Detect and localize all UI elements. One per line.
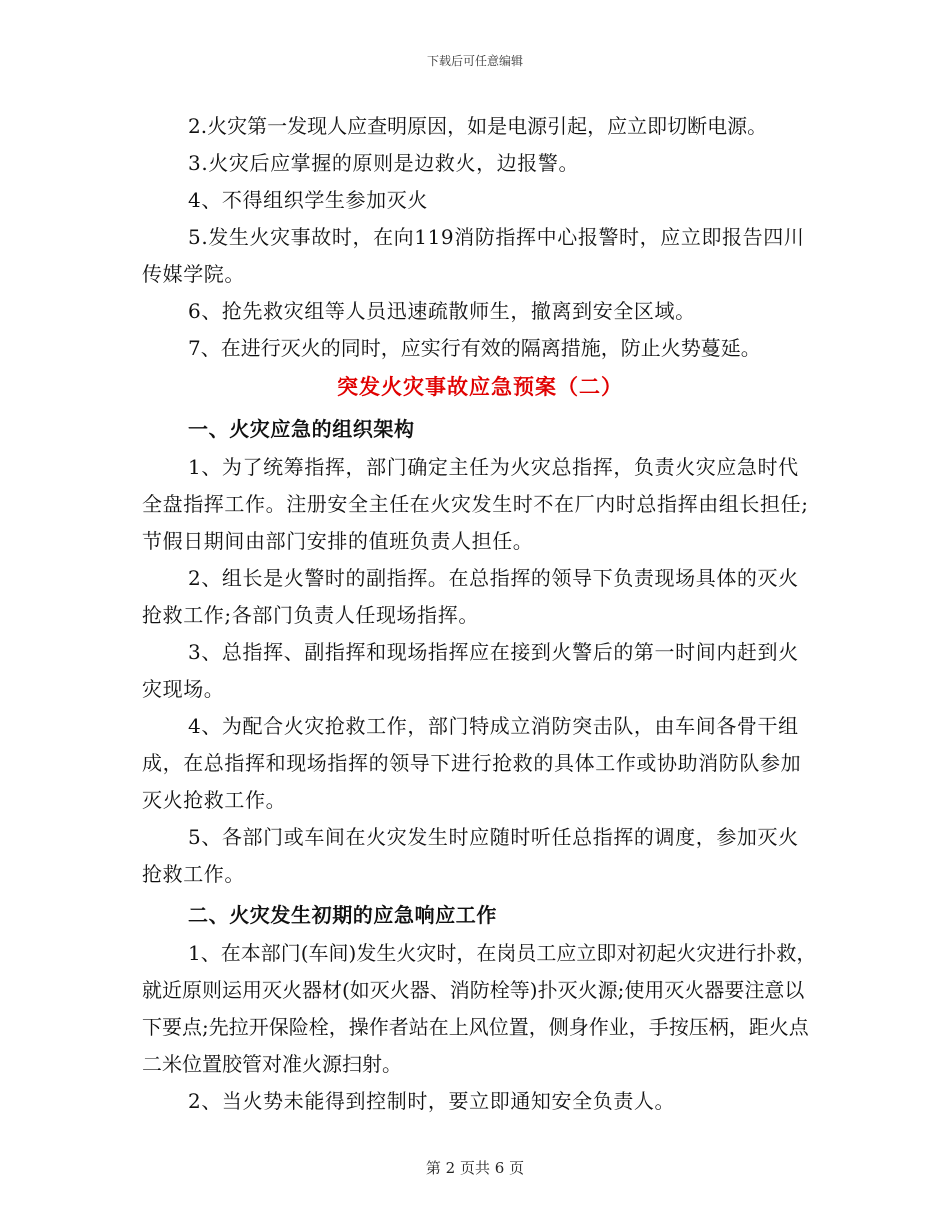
list-item: 2、当火势未能得到控制时，要立即通知安全负责人。 [188,1089,676,1113]
list-item: 2.火灾第一发现人应查明原因，如是电源引起，应立即切断电源。 [188,114,768,138]
part1-heading: 一、火灾应急的组织架构 [188,417,415,441]
list-item: 3.火灾后应掌握的原则是边救火，边报警。 [188,151,580,175]
list-item: 1、为了统筹指挥，部门确定主任为火灾总指挥，负责火灾应急时代全盘指挥工作。注册安全主任在火灾发生时不在厂内时总指挥由组长担任;节假日期间由部门安排的值班负责人担任。 [142,455,809,553]
list-item: 7、在进行灭火的同时，应实行有效的隔离措施，防止火势蔓延。 [188,336,761,360]
section-title: 突发火灾事故应急预案（二） [337,374,623,399]
list-item: 3、总指挥、副指挥和现场指挥应在接到火警后的第一时间内赶到火灾现场。 [142,640,799,701]
page-footer: 第 2 页共 6 页 [425,1159,525,1177]
list-item: 4、为配合火灾抢救工作，部门特成立消防突击队，由车间各骨干组成，在总指挥和现场指挥的领导下进行抢救的具体工作或协助消防队参加灭火抢救工作。 [142,714,802,812]
list-item: 5、各部门或车间在火灾发生时应随时听任总指挥的调度，参加灭火抢救工作。 [142,825,799,886]
list-item: 2、组长是火警时的副指挥。在总指挥的领导下负责现场具体的灭火抢救工作;各部门负责人任现场指挥。 [142,566,799,627]
part2-heading: 二、火灾发生初期的应急响应工作 [188,903,497,927]
document-body [142,108,818,1120]
list-item: 4、不得组织学生参加灭火 [188,188,428,212]
list-item: 6、抢先救灾组等人员迅速疏散师生，撤离到安全区域。 [188,299,696,323]
page-header: 下载后可任意编辑 [426,54,523,68]
list-item: 5.发生火灾事故时，在向119消防指挥中心报警时，应立即报告四川传媒学院。 [142,225,805,286]
list-item: 1、在本部门(车间)发生火灾时，在岗员工应立即对初起火灾进行扑救，就近原则运用灭火器材(如灭火器、消防栓等)扑灭火源;使用灭火器要注意以下要点;先拉开保险栓，操作者站在上风位置，侧身作业，手按压柄，距火点二米位置胶管对准火源扫射。 [142,941,817,1076]
